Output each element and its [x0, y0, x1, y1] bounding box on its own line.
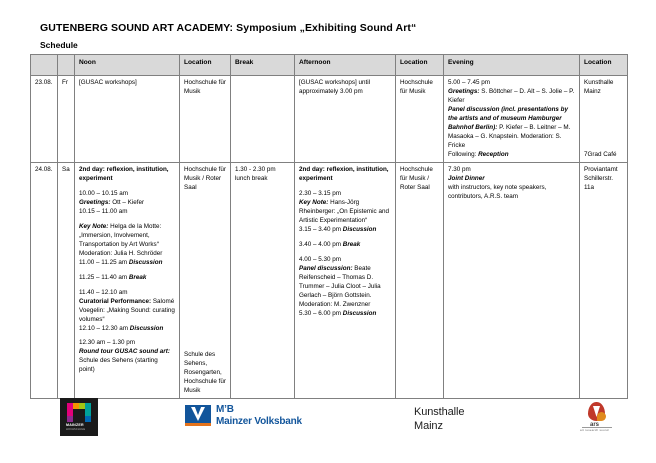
evening-time: 7.30 pm [448, 166, 471, 174]
kunsthalle-line-2: Mainz [414, 420, 443, 433]
ars-wordmark: ars [590, 422, 600, 428]
noon-block-2 [79, 223, 175, 268]
column-header-location-noon: Location [180, 55, 231, 76]
greetings-text: S. Böttcher – D. Alt – S. Jolie – P. Kiefer [448, 87, 575, 104]
afternoon-time-1: 2.30 – 3.15 pm [299, 190, 342, 198]
location-evening-bottom: 7Grad Café [584, 150, 617, 158]
evening-time: 5.00 – 7.45 pm [448, 79, 491, 86]
afternoon-break-2: Break [342, 241, 361, 248]
column-header-date [31, 55, 58, 76]
noon-time-4b: 12.10 – 12.30 am [79, 324, 130, 332]
cell-noon [75, 163, 180, 399]
afternoon-discussion-1: Discussion [342, 226, 377, 234]
noon-greetings-text: Ott – Kiefer [110, 199, 145, 207]
cell-break [231, 76, 295, 163]
noon-time-4: 11.40 – 12.10 am [79, 288, 128, 296]
noon-time-2: 11.00 – 11.25 am [79, 258, 129, 266]
afternoon-panel-text: Beate Reifenscheid – Thomas D. Trummer – Julia Cloot – Julia Gerlach – Björn Gottstein. Moderation: M. Zwenzner [299, 264, 381, 308]
column-header-location-evening: Location [580, 55, 628, 76]
kunsthalle-mainz-logo [414, 405, 464, 433]
noon-greetings-label: Greetings: [79, 199, 111, 207]
hochschule-mainz-wordmark: MAINZER [66, 423, 84, 427]
afternoon-time-1b: 3.15 – 3.40 pm [299, 226, 343, 234]
afternoon-block-1 [299, 190, 391, 235]
noon-keynote-label: Key Note: [79, 223, 109, 231]
cell-location-afternoon: Hochschule für Musik / Roter Saal [396, 163, 444, 399]
volksbank-v-icon [185, 405, 211, 426]
noon-heading: 2nd day: reflexion, institution, experiment [79, 166, 169, 183]
column-header-evening: Evening [444, 55, 580, 76]
afternoon-keynote-text: Hans-Jörg Rheinberger: „On Epistemic and Artistic Experimentation“ [299, 199, 389, 225]
noon-roundtour-label: Round tour GUSAC sound art: [79, 348, 170, 356]
column-header-break: Break [231, 55, 295, 76]
noon-text: [GUSAC workshops] [79, 79, 137, 86]
page-title: GUTENBERG SOUND ART ACADEMY: Symposium „Exhibiting Sound Art“ [40, 22, 417, 34]
column-header-noon: Noon [75, 55, 180, 76]
table-row [31, 163, 628, 399]
afternoon-block-2 [299, 241, 391, 250]
cell-location-afternoon: Hochschule für Musik [396, 76, 444, 163]
location-noon-bottom: Schule des Sehens, Rosengarten, Hochschule für Musik [184, 350, 226, 394]
noon-discussion-4: Discussion [129, 324, 164, 332]
cell-day: Fr [58, 76, 75, 163]
afternoon-heading: 2nd day: reflexion, institution, experiment [299, 166, 389, 183]
cell-evening [444, 163, 580, 399]
afternoon-discussion-3: Discussion [342, 309, 377, 317]
ars-drop-tail-icon [597, 412, 606, 421]
hochschule-mainz-logo [60, 398, 98, 436]
afternoon-time-3b: 5.30 – 6.00 pm [299, 309, 343, 317]
noon-time-5: 12.30 am – 1.30 pm [79, 339, 136, 347]
panel-text: P. Kiefer – B. Leitner – M. Masaoka – G. Knapstein. Moderation: S. Fricke [448, 123, 571, 149]
schedule-table [30, 54, 628, 399]
afternoon-text: [GUSAC workshops] until approximately 3.00 pm [299, 79, 371, 95]
cell-date: 23.08. [31, 76, 58, 163]
noon-curatorial-text: Salomé Voegelin: „Making Sound: curating volumes“ [79, 297, 175, 323]
noon-block-5 [79, 339, 175, 375]
evening-greetings [448, 88, 575, 106]
noon-discussion-2: Discussion [128, 258, 163, 266]
evening-panel [448, 106, 575, 151]
noon-block-3 [79, 274, 175, 283]
ars-tagline: art research sound [580, 428, 609, 432]
hochschule-mainz-mark-icon [67, 403, 91, 422]
volksbank-wordmark-short: M’B [216, 404, 234, 415]
noon-curatorial-label: Curatorial Performance: [79, 297, 152, 305]
table-row [31, 76, 628, 163]
volksbank-wordmark-full: Mainzer Volksbank [216, 416, 302, 427]
cell-location-noon [180, 163, 231, 399]
noon-break-3: Break [128, 273, 147, 281]
cell-location-noon: Hochschule für Musik [180, 76, 231, 163]
evening-text: with instructors, key note speakers, contributors, A.R.S. team [448, 184, 547, 201]
cell-noon [75, 76, 180, 163]
noon-time-3: 11.25 – 11.40 am [79, 273, 129, 281]
following-label: Following: [448, 150, 479, 158]
cell-day: Sa [58, 163, 75, 399]
noon-time-1b: 10.15 – 11.00 am [79, 208, 128, 216]
cell-location-evening [580, 76, 628, 163]
ars-logo [578, 402, 618, 436]
following-value: Reception [478, 150, 509, 158]
noon-block-1 [79, 190, 175, 217]
panel-label: Panel discussion [448, 105, 500, 113]
ars-drop-icon [588, 402, 605, 421]
location-noon-top: Hochschule für Musik / Roter Saal [184, 166, 226, 192]
location-evening-top: Kunsthalle Mainz [584, 79, 614, 95]
cell-afternoon [295, 163, 396, 399]
column-header-day [58, 55, 75, 76]
afternoon-panel-label: Panel discussion: [299, 264, 353, 272]
cell-break: 1.30 - 2.30 pm lunch break [231, 163, 295, 399]
table-header-row [31, 55, 628, 76]
sponsor-logos [0, 396, 656, 456]
column-header-location-afternoon: Location [396, 55, 444, 76]
cell-evening [444, 76, 580, 163]
panel-paren: (incl. presentations by the artists and of museum Hamburger Bahnhof Berlin): [448, 105, 569, 131]
afternoon-time-2: 3.40 – 4.00 pm [299, 241, 343, 248]
column-header-afternoon: Afternoon [295, 55, 396, 76]
evening-title: Joint Dinner [448, 175, 485, 183]
noon-roundtour-text: Schule des Sehens (starting point) [79, 357, 158, 374]
afternoon-time-3: 4.00 – 5.30 pm [299, 255, 342, 263]
cell-location-evening: Proviantamt Schillerstr. 11a [580, 163, 628, 399]
kunsthalle-line-1: Kunsthalle [414, 406, 465, 418]
greetings-label: Greetings: [448, 87, 480, 95]
hochschule-mainz-subtext: HOCHSCHULE [66, 428, 86, 431]
noon-time-1: 10.00 – 10.15 am [79, 190, 129, 198]
afternoon-block-3 [299, 256, 391, 319]
page-subtitle: Schedule [40, 40, 78, 50]
afternoon-keynote-label: Key Note: [299, 199, 329, 207]
cell-afternoon [295, 76, 396, 163]
volksbank-bar-icon [185, 423, 211, 426]
evening-following [448, 151, 575, 160]
noon-keynote-text: Helga de la Motte: „Immersion, Involvement, Transportation by Art Works“ Moderation: Julia H. Schröder [79, 223, 163, 257]
noon-block-4 [79, 289, 175, 334]
cell-date: 24.08. [31, 163, 58, 399]
volksbank-chevron-icon [191, 407, 205, 421]
